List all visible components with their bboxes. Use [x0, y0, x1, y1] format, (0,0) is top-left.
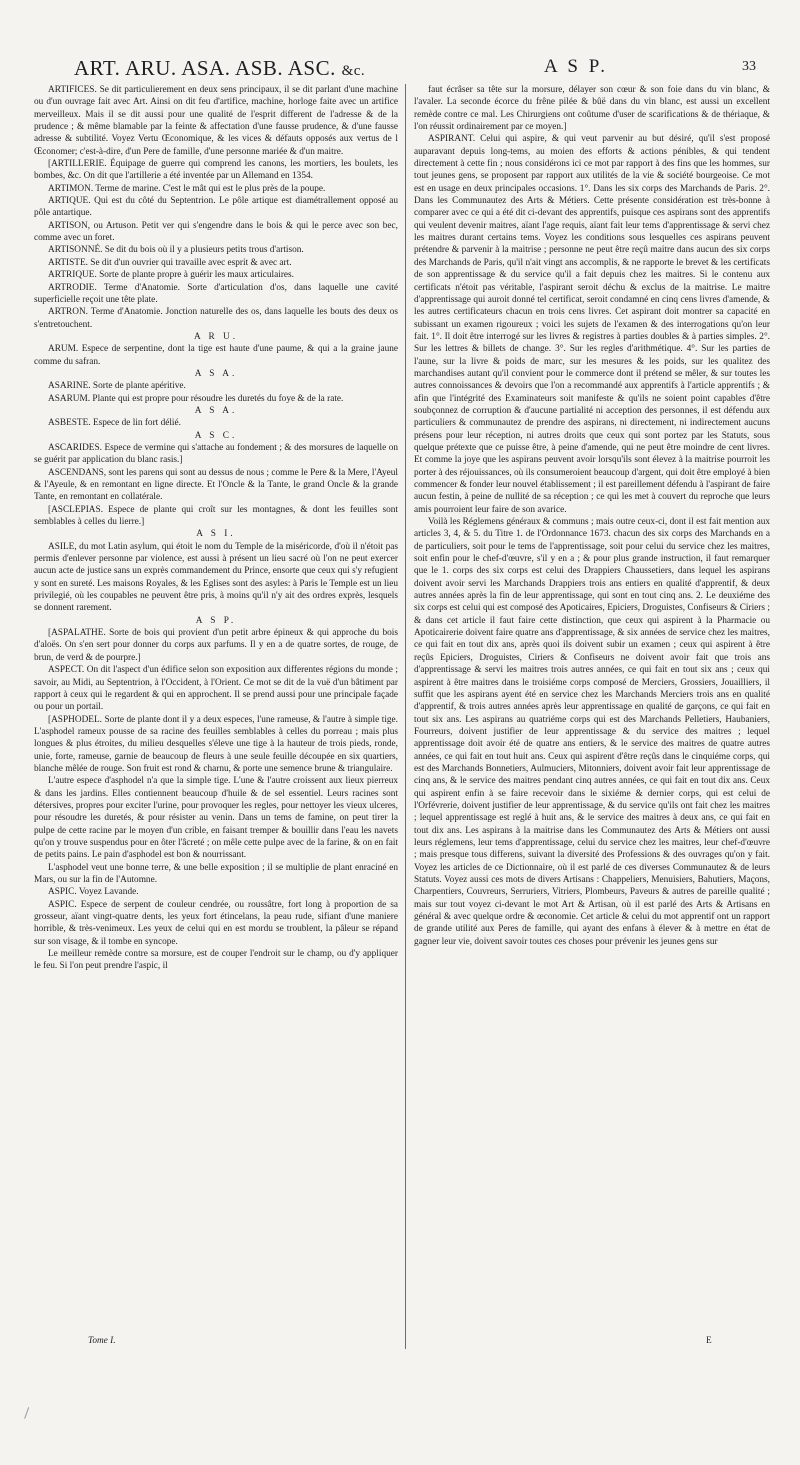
- entry-paragraph: ARTISON, ou Artuson. Petit ver qui s'engendre dans le bois & qui le perce avec son bec, comme avec un foret.: [34, 220, 398, 244]
- section-heading: A R U.: [193, 331, 239, 342]
- entry-paragraph: ARTIQUE. Qui est du côté du Septentrion. Le pôle artique est diamétrallement opposé au pôle antartique.: [34, 196, 398, 219]
- entry-paragraph: ASBESTE. Espece de lin fort délié.: [48, 418, 181, 429]
- entry-paragraph: [ASPHODEL. Sorte de plante dont il y a deux especes, l'une rameuse, & l'autre à simple tige. L'asphodel rameux pousse de sa racine des feuilles semblables à celles du porreau ; mais plus longues & plus étroites, du milieu desquelles s'éleve une tige à la hauteur de trois pieds, ronde, unie, forte, rameuse, garnie de beaucoup de fleurs à une seule feuille découpée en six quartiers, blanche mêlée de rouge. Son fruit est rond & charnu, & porte une semence brune & triangulaire.: [34, 714, 398, 774]
- entry-paragraph: ASPIRANT. Celui qui aspire, & qui veut parvenir au but désiré, qu'il s'est proposé auparavant depuis long-tems, au moien des efforts & actions pénibles, & qui tendent directement à cette fin ; nous considérons ici ce mot par rapport à des fins que les hommes, sur tout jeunes gens, se proposent par rapport aux utilités de la vie & société bourgeoise. Ce mot est en usage en deux principales occasions. 1°. Dans les six corps des Marchands de Paris. 2°. Dans les Communautez des Arts & Métiers. Cette présente considération est très-bonne à comparer avec ce qui a été dit ci-devant des apprentifs, puisque ces aspirans sont des apprentifs qui veulent devenir maitres, aïant l'age requis, aïant fait leur tems d'apprentissage & servi chez les maitres durant certains tems. Voyez les conditions sous lesquelles ces aspirans peuvent prétendre & parvenir à la maitrise ; personne ne peut être reçû maitre dans aucun des six corps des Marchands de Paris, qu'il n'ait vingt ans accomplis, & ne rapporte le brevet & les certificats de son apprentissage & du service qu'il a fait depuis chez les maitres. Si le contenu aux certificats n'étoit pas véritable, l'aspirant seroit déchu & exclus de la maitrise. Le maitre d'apprentissage qui auroit donné tel certificat, seroit condamné en cinq cens livres d'amende, & les autres certificateurs chacun en trois cens livres. Cet aspirant doit montrer sa capacité en subissant un examen rigoureux ; voici les sujets de l'examen & des interrogations qu'on leur fait. 1°. Il doit être interrogé sur les livres & registres à parties doubles & à parties simples. 2°. Sur les lettres & billets de change. 3°. Sur les regles d'arithmétique. 4°. Sur les parties de l'aune, sur la livre & poids de marc, sur les mesures & les poids, sur les qualitez des marchandises autant qu'il convient pour le commerce dont il prétend se mêler, & sur toutes les autres connoissances & devoirs que l'on a recommandé aux apprentifs à l'article apprentifs ; & afin que l'intégrité des Examinateurs soit manifeste & qu'ils ne soient point capables d'être soubçonnez de corruption & d'aucune partialité ni acception des personnes, il est défendu aux particuliers & communautez de prendre des aspirans, ni directement, ni indirectement aucuns présens pour leur réception, ni autres droits que ceux qui sont portez par les Statuts, sous quelque prétexte que ce puisse être, à peine d'amende, qui ne peut être moindre de cent livres. Et comme la joye que les aspirans peuvent avoir lorsqu'ils sont élevez à la maitrise pourroit les porter à des réjouissances, où ils consumeroient beaucoup d'argent, qui doit être employé à bien commencer & fonder leur nouvel établissement ; il est pareillement défendu à l'aspirant de faire aucun festin, à peine de nullité de sa réception ; ce qui les met à couvert du reproche que leurs amis pourroient leur faire de son avarice.: [414, 134, 770, 515]
- section-heading: A S I.: [196, 529, 236, 540]
- section-heading: A S P.: [195, 615, 237, 626]
- entry-paragraph: ASILE, du mot Latin asylum, qui étoit le nom du Temple de la miséricorde, d'où il n'étoit pas permis d'enlever personne par violence, est aussi à présent un lieu sacré où l'on ne peut exercer aucun acte de justice sans un exprès commandement du Prince, ensorte que ceux qui s'y refugient y sont en sureté. Les maisons Royales, & les Eglises sont des asyles: à Paris le Temple est un lieu privilegié, où les coupables ne peuvent être pris, à moins qu'il n'y ait des ordres exprès, lesquels se donnent rarement.: [34, 541, 398, 614]
- column-rule: [405, 84, 406, 1349]
- section-heading: A S A.: [194, 368, 238, 379]
- entry-paragraph: ASPIC. Voyez Lavande.: [48, 887, 139, 898]
- entry-paragraph: ASPIC. Espece de serpent de couleur cendrée, ou roussâtre, fort long à proportion de sa grosseur, aïant vingt-quatre dents, les yeux fort étincelans, la peau rude, sifiant d'une maniere horrible, & très-venimeux. Les yeux de celui qui en est mordu se troublent, la pâleur se répand sur son visage, & il tombe en syncope.: [34, 899, 398, 947]
- entry-paragraph: ARTISTE. Se dit d'un ouvrier qui travaille avec esprit & avec art.: [48, 257, 292, 268]
- entry-paragraph: [ASPALATHE. Sorte de bois qui provient d'un petit arbre épineux & qui approche du bois d'aloës. On s'en sert pour donner du corps aux parfums. Il y en a de quatre sortes, de rouge, de brun, de verd & de pourpre.]: [34, 628, 398, 663]
- entry-paragraph: ASCENDANS, sont les parens qui sont au dessus de nous ; comme le Pere & la Mere, l'Ayeul & l'Ayeule, & en remontant en ligne directe. Et l'Oncle & la Tante, le grand Oncle & la grande Tante, en remontant en collatérale.: [34, 467, 398, 503]
- left-column: [34, 84, 398, 973]
- entry-paragraph: Voilà les Réglemens généraux & communs ; mais outre ceux-ci, dont il est fait mention aux articles 3, 4, & 5. du Titre 1. de l'Ordonnance 1673. chacun des six corps des Marchands en a de particuliers, soit pour le tems de l'apprentissage, soit pour celui du service chez les maitres, soit enfin pour le chef-d'œuvre, s'il y en a ; & pour plus grande instruction, il faut remarquer que le 1. corps des six corps est celui des Drappiers Chaussetiers, dans lequel les aspirans doivent avoir servi les Marchands Drappiers trois ans entiers en qualité d'apprentif, & deux autres années après la fin de leur apprentissage, qui sont en tout cinq ans. 2. Le deuxiéme des six corps est celui qui est composé des Apoticaires, Epiciers, Droguistes, Confiseurs & Ciriers ; & dans cet article il faut faire cette distinction, que ceux qui aspirent à la Pharmacie ou Apoticairerie doivent faire quatre ans d'apprentissage, & six années de service chez les maitres, ce qui fait en tout dix ans, après quoi ils doivent subir un examen ; ceux qui aspirent à être reçûs Epiciers, Droguistes, Ciriers & Confiseurs ne doivent avoir fait que trois ans d'apprentissage & servi les maitres trois autres années, ce qui fait en tout six ans ; ceux qui aspirent à être maitres dans le troisiéme corps composé de Merciers, Grossiers, Jouailliers, il suffit que les aspirans ayent été en service chez les Marchands Merciers trois ans en qualité d'apprentif, & trois autres années après leur apprentissage en qualité de garçons, ce qui fait en tout six ans. Les aspirans au quatriéme corps qui est des Marchands Pelletiers, Haubaniers, Fourreurs, doivent justifier de leur apprentissage & du service des maitres ; lequel apprentissage doit avoir été de quatre ans entiers, & le service des maitres de quatre autres années, ce qui fait en tout huit ans. Ceux qui aspirent d'être reçûs dans le cinquiéme corps, qui est des Marchands Bonnetiers, Aulmuciers, Mitonniers, doivent avoir fait leur apprentissage de cinq ans, & le service des maitres pendant cinq autres années, ce qui fait en tout dix ans. Ceux qui aspirent enfin à se faire recevoir dans le sixiéme & dernier corps, qui est celui de l'Orfévrerie, doivent justifier de leur apprentissage, & du service qu'ils ont fait chez les maitres ; lequel apprentissage est reglé à huit ans, & le service des maitres à deux ans, ce qui fait en tout dix ans. Les aspirans à la maitrise dans les Communautez des Arts & Métiers ont aussi leurs réglemens, leur tems d'apprentissage, celui du service chez les maitres, leur chef-d'œuvre ; mais presque tous differens, suivant la diversité des Professions & des ouvrages qu'on y fait. Voyez les articles de ce Dictionnaire, où il est parlé de ces diverses Communautez & de leurs Statuts. Voyez aussi ces mots de divers Artisans : Chappeliers, Menuisiers, Bahutiers, Maçons, Charpentiers, Couvreurs, Serruriers, Vitriers, Plombeurs, Paveurs & autres de pareille qualité ; mais sur tout voyez ci-devant le mot Art & Artisan, où il est parlé des Arts & Artisans en général & avec quelque ordre & œconomie. Cet article & celui du mot apprentif ont un rapport de grande utilité aux Peres de famille, qui ayant des enfans à élever & à mettre en état de gagner leur vie, doivent savoir toutes ces choses pour prévenir les jeunes gens sur: [414, 517, 770, 947]
- margin-mark: [24, 1407, 35, 1421]
- entry-paragraph: Le meilleur remède contre sa morsure, est de couper l'endroit sur le champ, ou d'y appliquer le feu. Si l'on peut prendre l'aspic, il: [34, 949, 398, 972]
- entry-paragraph: ARUM. Espece de serpentine, dont la tige est haute d'une paume, & qui a la graine jaune comme du safran.: [34, 344, 398, 367]
- entry-paragraph: ASPECT. On dit l'aspect d'un édifice selon son exposition aux differentes régions du monde ; savoir, au Midi, au Septentrion, à l'Occident, à l'Orient. Ce mot se dit de la vuë d'un bâtiment par rapport à ceux qui le regardent & qui en approchent. Il se prend aussi pour une principale façade ou pour un portail.: [34, 665, 398, 713]
- entry-paragraph: ARTIFICES. Se dit particulierement en deux sens principaux, il se dit parlant d'une machine ou d'un ouvrage fait avec Art. Ainsi on dit feu d'artifice, machine, horloge faite avec un artifice merveilleux. Mais il se dit aussi pour une qualité de l'esprit different de l'adresse & de la prudence ; & même blamable par la feinte & affectation d'une fausse prudence, & d'une fausse adresse & subtilité. Voyez Vertu Œconomique, & les vices & défauts opposés aux vertus de l Œconomer; c'est-à-dire, d'un Pere de famille, d'une personne mariée & d'un maitre.: [34, 85, 398, 157]
- running-header: [0, 56, 800, 80]
- page-number: 33: [742, 59, 756, 74]
- footer-volume: Tome I.: [88, 1336, 116, 1346]
- entry-paragraph: ARTRON. Terme d'Anatomie. Jonction naturelle des os, dans laquelle les bouts des deux os s'entretouchent.: [34, 307, 398, 330]
- entry-paragraph: ASCARIDES. Espece de vermine qui s'attache au fondement ; & des morsures de laquelle on se guérit par application du blanc rasis.]: [34, 442, 398, 466]
- section-heading: A S A.: [194, 405, 238, 416]
- entry-paragraph: L'asphodel veut une bonne terre, & une belle exposition ; il se multiplie de plant enraciné en Mars, ou sur la fin de l'Automne.: [34, 862, 398, 885]
- entry-paragraph: ARTRIQUE. Sorte de plante propre à guérir les maux articulaires.: [48, 270, 294, 281]
- entry-paragraph: faut écrâser sa tête sur la morsure, délayer son cœur & son foie dans du vin blanc, & l'avaler. La seconde écorce du frêne pilée & bûë dans du vin blanc, est aussi un excellent remède contre ce mal. Les Chirurgiens ont coûtume d'user de scarifications & de thériaque, & l'on réussit ordinairement par ce moyen.]: [414, 85, 770, 133]
- entry-paragraph: L'autre espece d'asphodel n'a que la simple tige. L'une & l'autre croissent aux lieux pierreux & dans les jardins. Elles contiennent beaucoup d'huile & de sel essentiel. Leurs racines sont détersives, propres pour exciter l'urine, pour provoquer les regles, pour nettoyer les vieux ulceres, pour résoudre les duretés, & pour résister au venin. Dans un tems de famine, on peut tirer la pulpe de cette racine par le moyen d'un crible, en faisant tremper & bouillir dans l'eau les navets qu'on y trouve suspendus pour en ôter l'âcreté ; on mêle cette pulpe avec de la farine, & on en fait de petits pains. Le pain d'asphodel est bon & nourrissant.: [34, 776, 398, 861]
- footer-signature: E: [706, 1336, 712, 1346]
- right-column: [414, 84, 770, 948]
- entry-paragraph: [ASCLEPIAS. Espece de plante qui croît sur les montagnes, & dont les feuilles sont semblables à celles du lierre.]: [34, 504, 398, 528]
- entry-paragraph: ARTIMON. Terme de marine. C'est le mât qui est le plus près de la poupe.: [48, 183, 326, 194]
- entry-paragraph: [ARTILLERIE. Équipage de guerre qui comprend les canons, les mortiers, les boulets, les bombes, &c. On dit que l'artillerie a été inventée par un Allemand en 1354.: [34, 159, 398, 182]
- section-heading: A S C.: [194, 430, 238, 441]
- header-left-etc: &c.: [341, 63, 366, 79]
- header-right-title: A S P.: [544, 56, 608, 77]
- entry-paragraph: ASARINE. Sorte de plante apéritive.: [48, 381, 186, 392]
- entry-paragraph: ARTISONNÉ. Se dit du bois où il y a plusieurs petits trous d'artison.: [48, 245, 304, 256]
- entry-paragraph: ARTRODIE. Terme d'Anatomie. Sorte d'articulation d'os, dans laquelle une cavité superficielle reçoit une tête plate.: [34, 282, 398, 305]
- header-left-title: ART. ARU. ASA. ASB. ASC. &c.: [74, 56, 366, 80]
- entry-paragraph: ASARUM. Plante qui est propre pour résoudre les duretés du foye & de la rate.: [48, 393, 344, 404]
